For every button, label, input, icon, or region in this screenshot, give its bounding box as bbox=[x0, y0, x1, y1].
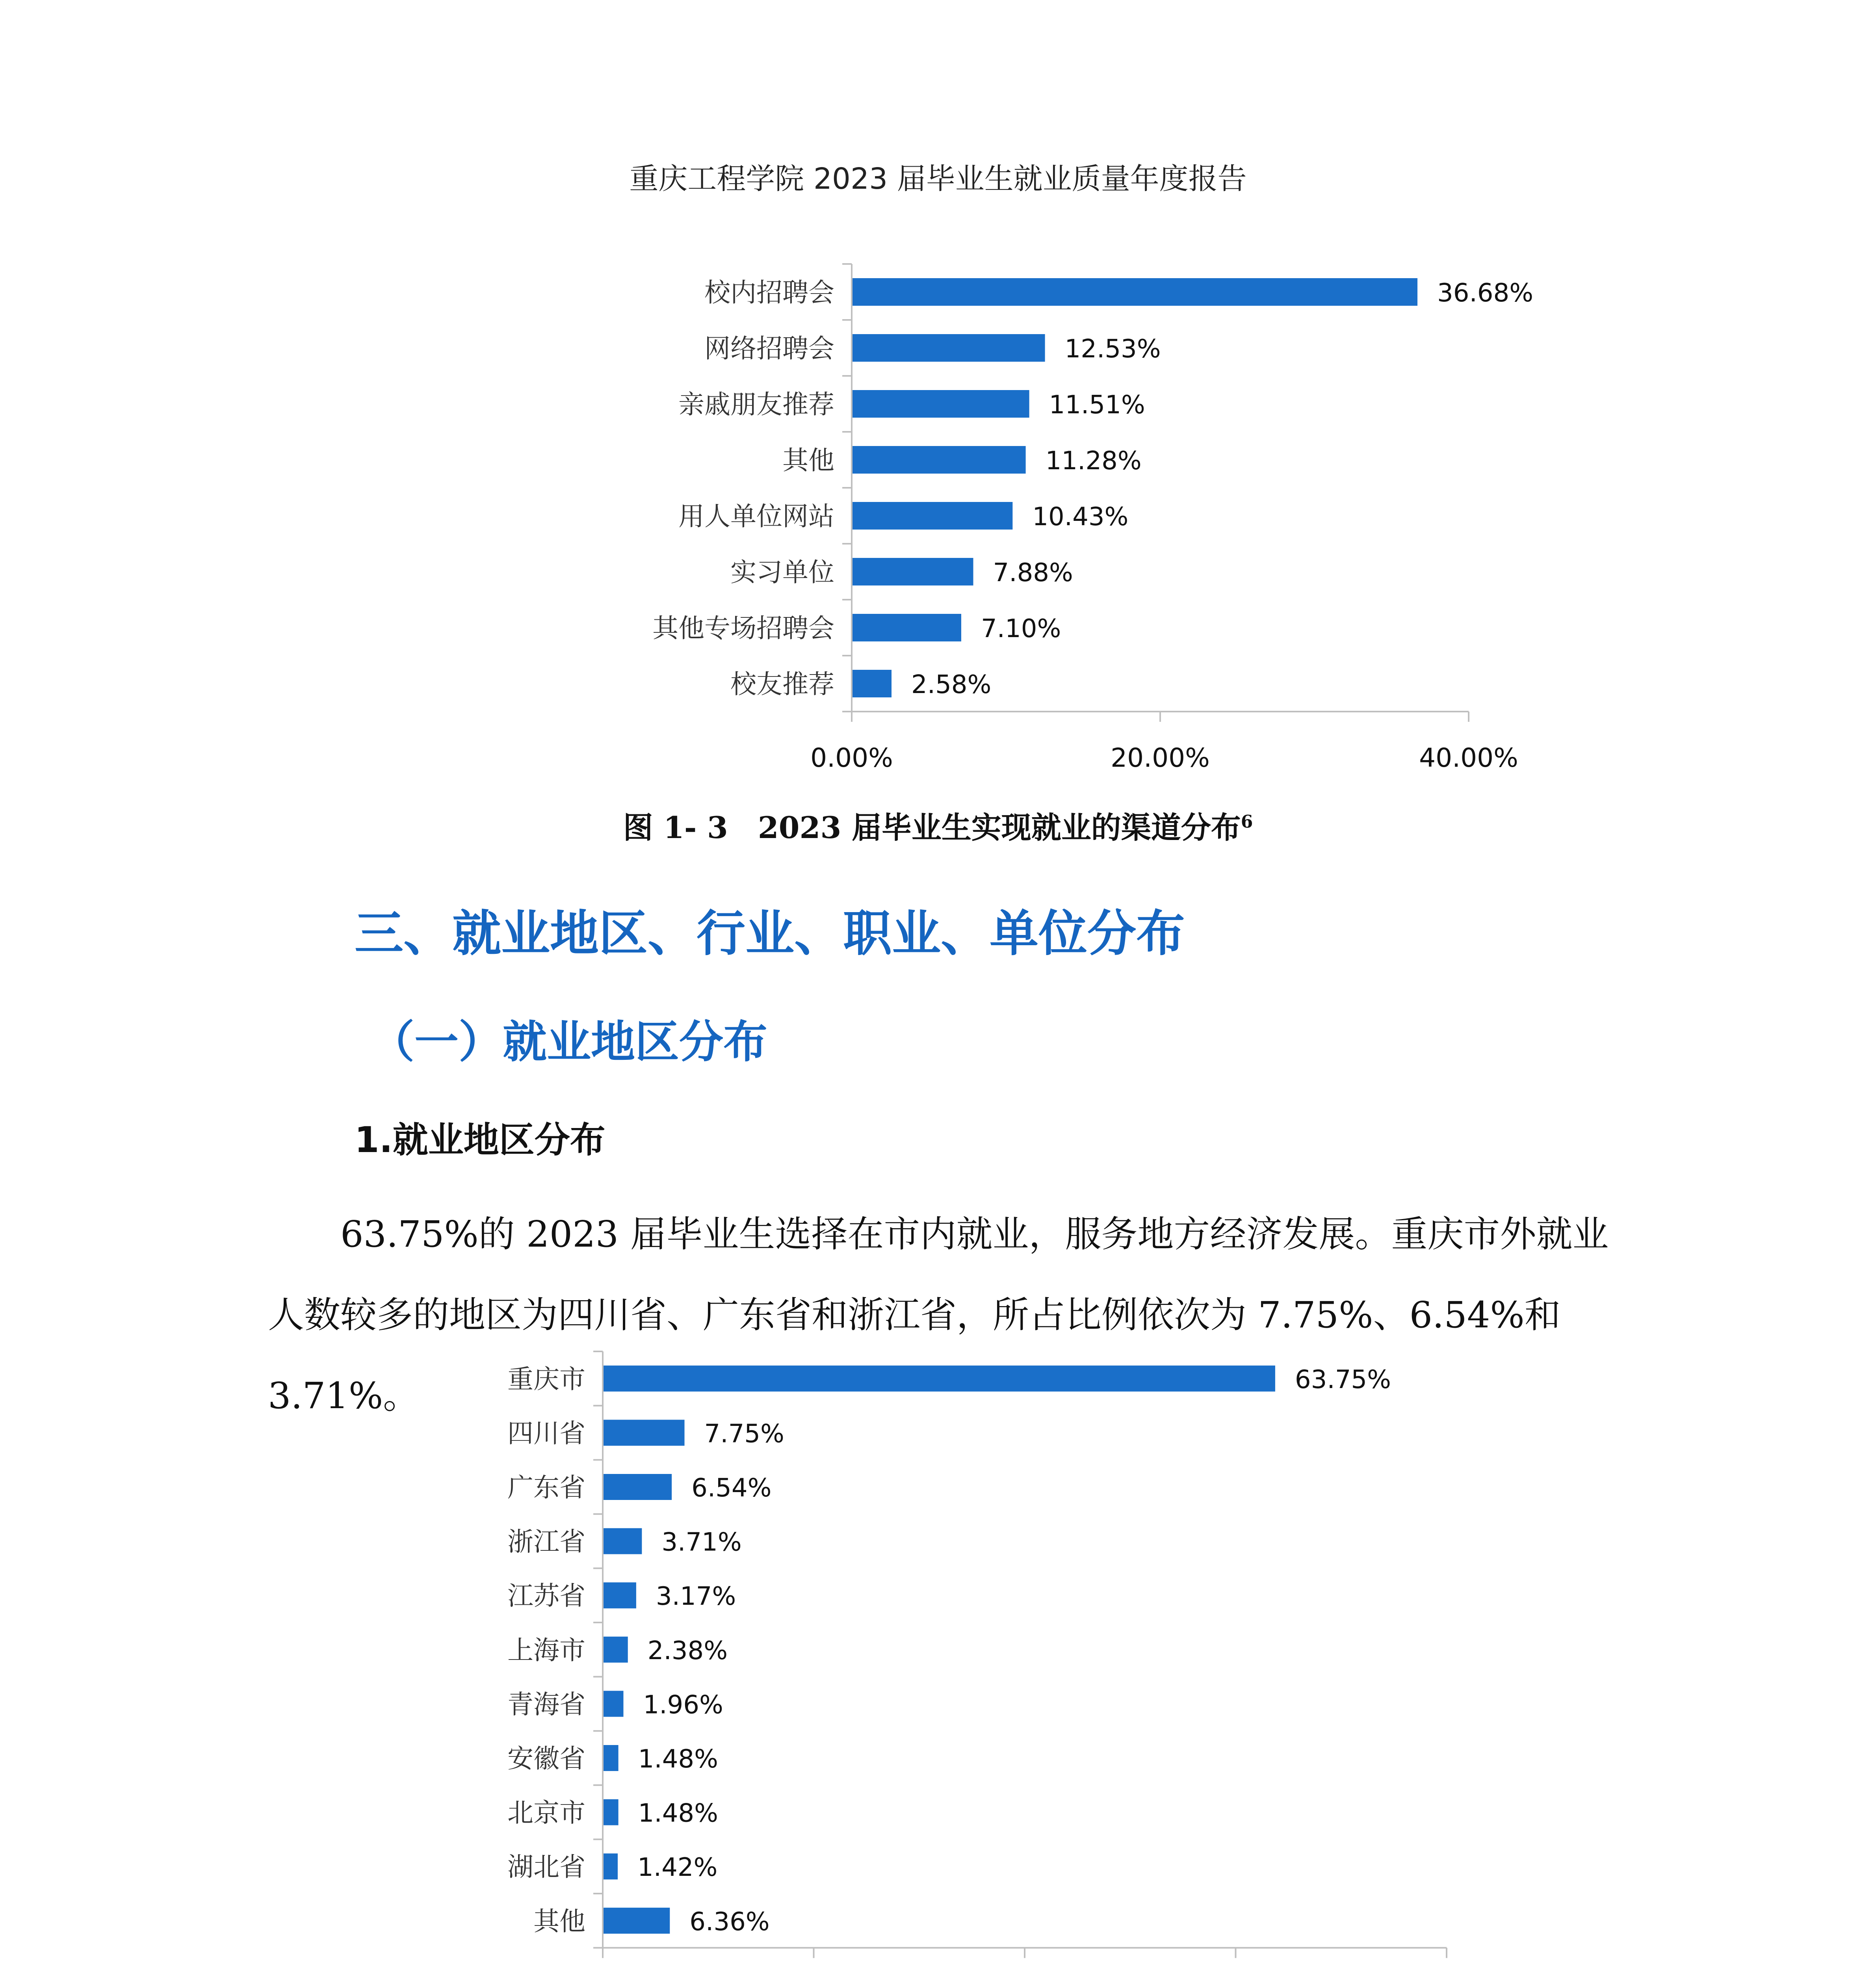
region-bar bbox=[604, 1745, 619, 1771]
region-category-label: 上海市 bbox=[507, 1635, 585, 1665]
region-value-label: 2.38% bbox=[647, 1636, 728, 1665]
channel-bar bbox=[853, 614, 961, 641]
region-bar bbox=[604, 1582, 636, 1608]
section-heading: 三、就业地区、行业、职业、单位分布 bbox=[355, 905, 1185, 962]
region-value-label: 1.96% bbox=[643, 1690, 723, 1720]
region-category-label: 浙江省 bbox=[507, 1526, 585, 1557]
region-value-label: 6.54% bbox=[691, 1474, 772, 1503]
channel-category-label: 校内招聘会 bbox=[704, 277, 834, 308]
region-category-label: 安徽省 bbox=[507, 1743, 585, 1774]
channel-category-label: 校友推荐 bbox=[730, 669, 834, 699]
region-category-label: 江苏省 bbox=[507, 1581, 585, 1611]
footnote-ref-6: 6 bbox=[1241, 812, 1253, 832]
region-category-label: 广东省 bbox=[507, 1472, 585, 1503]
channel-value-label: 12.53% bbox=[1064, 335, 1161, 364]
channel-bar bbox=[853, 390, 1029, 418]
channel-category-label: 网络招聘会 bbox=[704, 333, 834, 364]
region-bar bbox=[604, 1691, 623, 1717]
figure-1-3-caption-text: 图 1- 3 2023 届毕业生实现就业的渠道分布 bbox=[623, 810, 1241, 845]
channel-bar bbox=[853, 502, 1012, 530]
region-bar bbox=[604, 1474, 672, 1500]
channel-x-tick-label: 40.00% bbox=[1419, 743, 1518, 773]
region-bar bbox=[604, 1420, 685, 1446]
channel-category-label: 亲戚朋友推荐 bbox=[678, 389, 834, 420]
figure-1-3-caption bbox=[0, 804, 1876, 847]
channel-x-tick-label: 0.00% bbox=[810, 743, 893, 773]
paragraph-line-1-text: 63.75%的 2023 届毕业生选择在市内就业，服务地方经济发展。重庆市外就业 bbox=[340, 1213, 1609, 1255]
subsection-heading: （一）就业地区分布 bbox=[370, 1017, 767, 1068]
page-header: 重庆工程学院 2023 届毕业生就业质量年度报告 bbox=[629, 162, 1247, 196]
channel-category-label: 用人单位网站 bbox=[678, 501, 834, 532]
region-bar bbox=[604, 1528, 642, 1554]
region-bar bbox=[604, 1799, 619, 1825]
subsubsection-heading: 1.就业地区分布 bbox=[355, 1119, 606, 1161]
region-value-label: 1.48% bbox=[638, 1745, 718, 1774]
region-bar bbox=[604, 1366, 1275, 1392]
channel-bar bbox=[853, 334, 1045, 362]
region-value-label: 1.48% bbox=[638, 1799, 718, 1828]
region-category-label: 青海省 bbox=[507, 1689, 585, 1720]
region-bar bbox=[604, 1853, 618, 1879]
channel-category-label: 其他专场招聘会 bbox=[652, 613, 834, 643]
paragraph-line-1 bbox=[268, 1194, 1615, 1275]
channel-bar bbox=[853, 278, 1417, 306]
region-bar bbox=[604, 1908, 670, 1934]
region-value-label: 3.71% bbox=[661, 1528, 742, 1557]
channel-bar bbox=[853, 558, 973, 585]
channel-distribution-chart bbox=[0, 252, 1876, 780]
region-chart-svg bbox=[0, 1340, 1876, 1970]
region-value-label: 7.75% bbox=[704, 1419, 784, 1449]
channel-value-label: 11.51% bbox=[1049, 390, 1145, 420]
channel-value-label: 11.28% bbox=[1045, 446, 1142, 476]
region-category-label: 重庆市 bbox=[507, 1364, 585, 1394]
region-category-label: 四川省 bbox=[507, 1418, 585, 1449]
region-category-label: 北京市 bbox=[507, 1797, 585, 1828]
channel-bar bbox=[853, 670, 892, 697]
channel-value-label: 2.58% bbox=[911, 670, 992, 699]
region-distribution-chart bbox=[0, 1340, 1876, 1970]
paragraph-line-2: 人数较多的地区为四川省、广东省和浙江省，所占比例依次为 7.75%、6.54%和 3.71%。 bbox=[268, 1294, 1561, 1417]
channel-x-tick-label: 20.00% bbox=[1111, 743, 1210, 773]
channel-value-label: 7.10% bbox=[981, 614, 1061, 643]
channel-value-label: 36.68% bbox=[1437, 279, 1534, 308]
region-value-label: 3.17% bbox=[656, 1582, 736, 1611]
region-bar bbox=[604, 1637, 628, 1663]
region-value-label: 6.36% bbox=[689, 1907, 770, 1937]
region-value-label: 1.42% bbox=[637, 1853, 718, 1883]
channel-category-label: 其他 bbox=[782, 445, 834, 476]
channel-value-label: 7.88% bbox=[993, 558, 1073, 587]
channel-chart-svg bbox=[0, 252, 1876, 780]
channel-bar bbox=[853, 446, 1026, 474]
region-category-label: 其他 bbox=[533, 1906, 585, 1937]
channel-category-label: 实习单位 bbox=[730, 557, 834, 587]
region-category-label: 湖北省 bbox=[507, 1852, 585, 1883]
region-value-label: 63.75% bbox=[1295, 1365, 1391, 1394]
channel-value-label: 10.43% bbox=[1032, 502, 1129, 532]
